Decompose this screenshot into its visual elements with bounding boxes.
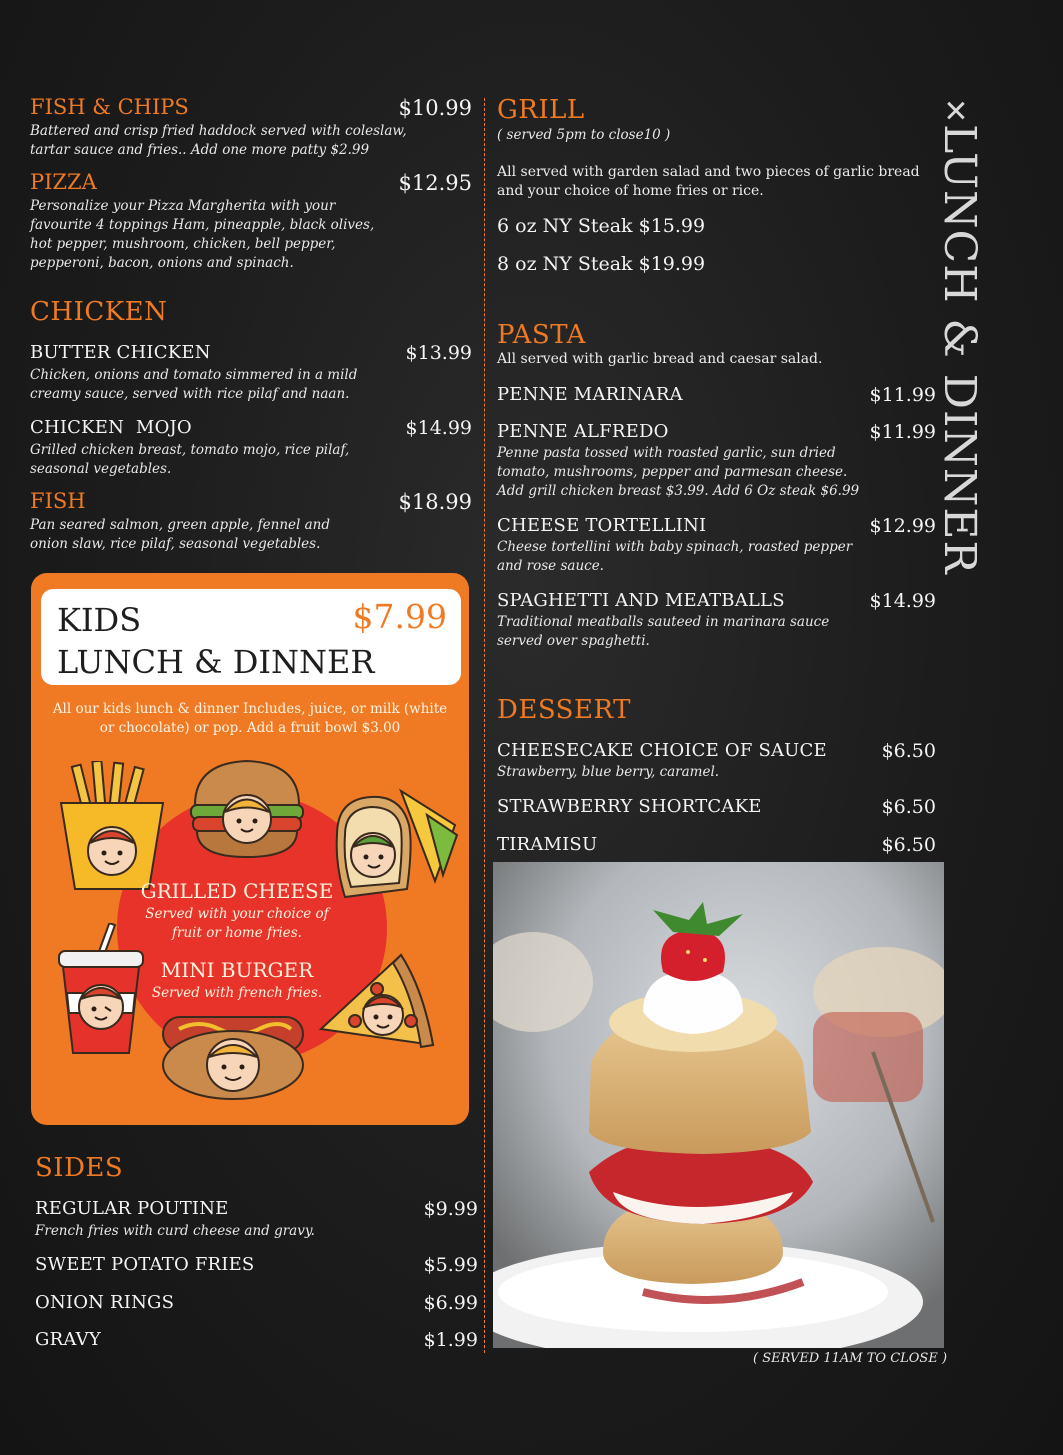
- onion-rings-name: ONION RINGS: [35, 1292, 175, 1313]
- penne-marinara-price: $11.99: [869, 384, 936, 406]
- sweet-potato-price: $5.99: [423, 1254, 478, 1276]
- grill-steak-6oz: 6 oz NY Steak $15.99: [497, 215, 706, 237]
- cheesecake-price: $6.50: [881, 740, 936, 762]
- burger-icon: [185, 757, 309, 861]
- shortcake-name: STRAWBERRY SHORTCAKE: [497, 796, 762, 817]
- gravy-name: GRAVY: [35, 1329, 101, 1350]
- strawberry-shortcake-photo: [493, 862, 944, 1348]
- poutine-desc: French fries with curd cheese and gravy.: [35, 1223, 315, 1239]
- hotdog-icon: [159, 1007, 307, 1107]
- grilled-cheese-name: GRILLED CHEESE: [140, 879, 334, 903]
- kids-item-mini-burger: [87, 958, 387, 1003]
- chicken-mojo-desc: Grilled chicken breast, tomato mojo, rice pilaf, seasonal vegetables.: [30, 442, 350, 477]
- sides-heading: SIDES: [35, 1153, 124, 1183]
- grill-hours: ( served 5pm to close10 ): [497, 127, 671, 143]
- mini-burger-name: MINI BURGER: [160, 958, 314, 982]
- fries-icon: [57, 761, 167, 893]
- onion-rings-price: $6.99: [423, 1292, 478, 1314]
- fork-knife-icon: ✕: [937, 98, 972, 125]
- tiramisu-price: $6.50: [881, 834, 936, 856]
- cheesecake-desc: Strawberry, blue berry, caramel.: [497, 764, 720, 780]
- chicken-mojo-price: $14.99: [405, 417, 472, 439]
- sweet-potato-name: SWEET POTATO FRIES: [35, 1254, 255, 1275]
- butter-chicken-desc: Chicken, onions and tomato simmered in a mild creamy sauce, served with rice pilaf and naan.: [30, 367, 358, 402]
- spaghetti-desc: Traditional meatballs sauteed in marinara sauce served over spaghetti.: [497, 614, 830, 649]
- shortcake-price: $6.50: [881, 796, 936, 818]
- grill-heading: GRILL: [497, 95, 585, 125]
- side-title-text: ✕LUNCH & DINNER: [934, 98, 985, 575]
- penne-alfredo-price: $11.99: [869, 421, 936, 443]
- grill-note: All served with garden salad and two pieces of garlic bread and your choice of home fries or rice.: [497, 164, 920, 199]
- fish-chips-price: $10.99: [398, 96, 472, 120]
- pizza-name: PIZZA: [30, 170, 97, 194]
- poutine-name: REGULAR POUTINE: [35, 1198, 229, 1219]
- side-title: [934, 98, 985, 575]
- butter-chicken-price: $13.99: [405, 342, 472, 364]
- poutine-price: $9.99: [423, 1198, 478, 1220]
- spaghetti-price: $14.99: [869, 590, 936, 612]
- cheese-tortellini-desc: Cheese tortellini with baby spinach, roasted pepper and rose sauce.: [497, 539, 853, 574]
- kids-title: [57, 599, 374, 683]
- kids-note: All our kids lunch & dinner Includes, juice, or milk (white or chocolate) or pop. Add a fruit bowl $3.00: [52, 701, 448, 736]
- fish-desc: Pan seared salmon, green apple, fennel and onion slaw, rice pilaf, seasonal vegetables.: [30, 517, 330, 552]
- pizza-price: $12.95: [398, 171, 472, 195]
- fish-chips-desc: Battered and crisp fried haddock served with coleslaw, tartar sauce and fries.. Add one more patty $2.99: [30, 123, 407, 158]
- penne-marinara-name: PENNE MARINARA: [497, 384, 683, 405]
- fish-price: $18.99: [398, 490, 472, 514]
- grill-steak-8oz: 8 oz NY Steak $19.99: [497, 253, 706, 275]
- chicken-heading: CHICKEN: [30, 297, 168, 327]
- tiramisu-name: TIRAMISU: [497, 834, 598, 855]
- penne-alfredo-desc: Penne pasta tossed with roasted garlic, sun dried tomato, mushrooms, pepper and parmesan cheese. Add grill chicken breast $3.99. Add 6 Oz steak $6.99: [497, 445, 860, 499]
- dessert-heading: DESSERT: [497, 695, 631, 725]
- pizza-desc: Personalize your Pizza Margherita with your favourite 4 toppings Ham, pineapple, black olives, hot pepper, mushroom, chicken, bell pepper, pepperoni, bacon, onions and spinach.: [30, 198, 375, 271]
- fish-name: FISH: [30, 489, 86, 513]
- cheese-tortellini-name: CHEESE TORTELLINI: [497, 515, 707, 536]
- column-divider: [484, 98, 485, 1353]
- cheesecake-name: CHEESECAKE CHOICE OF SAUCE: [497, 740, 827, 761]
- kids-item-grilled-cheese: [87, 879, 387, 943]
- served-hours-note: ( SERVED 11AM TO CLOSE ): [753, 1351, 948, 1366]
- pasta-note: All served with garlic bread and caesar salad.: [497, 351, 823, 367]
- penne-alfredo-name: PENNE ALFREDO: [497, 421, 669, 442]
- kids-title-line2: LUNCH & DINNER: [57, 643, 375, 681]
- kids-header: [41, 589, 461, 685]
- butter-chicken-name: BUTTER CHICKEN: [30, 342, 211, 363]
- fish-chips-name: FISH & CHIPS: [30, 95, 189, 119]
- cheese-tortellini-price: $12.99: [869, 515, 936, 537]
- pasta-heading: PASTA: [497, 320, 586, 350]
- gravy-price: $1.99: [423, 1329, 478, 1351]
- kids-menu-box: [31, 573, 469, 1125]
- mini-burger-desc: Served with french fries.: [151, 985, 323, 1001]
- kids-price: $7.99: [352, 597, 447, 636]
- spaghetti-name: SPAGHETTI AND MEATBALLS: [497, 590, 785, 611]
- chicken-mojo-name: CHICKEN MOJO: [30, 417, 192, 438]
- grilled-cheese-desc: Served with your choice of fruit or home fries.: [145, 906, 329, 941]
- kids-title-line1: KIDS: [57, 601, 142, 639]
